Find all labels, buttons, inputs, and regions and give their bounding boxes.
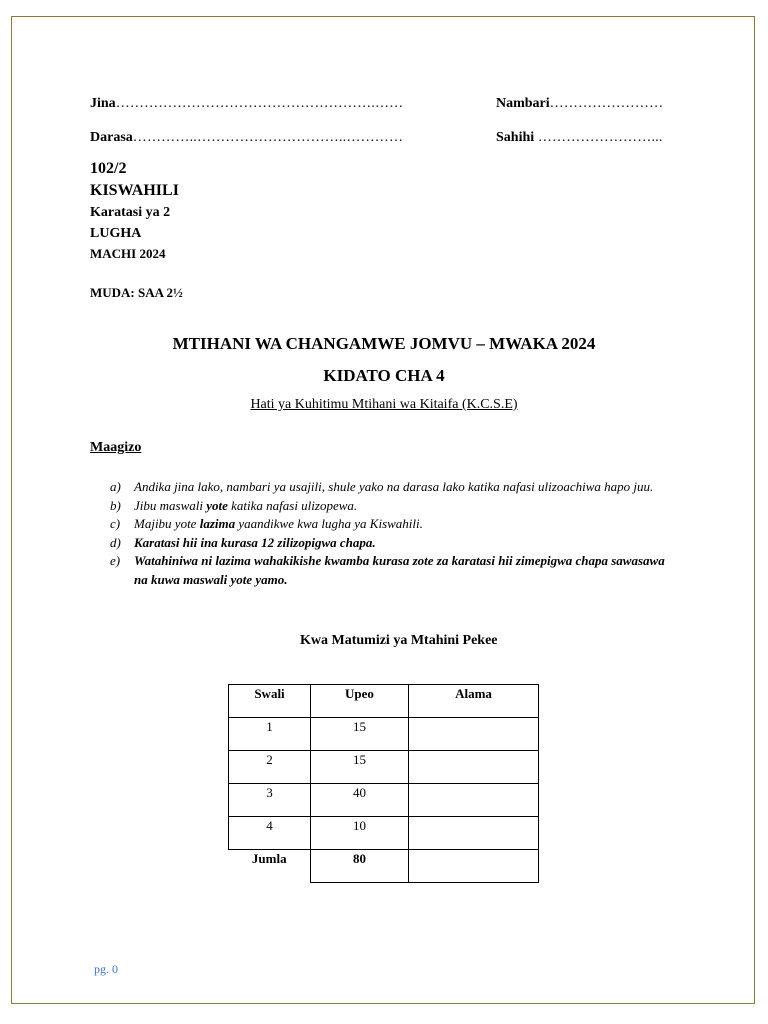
cell-max: 40 [311,784,409,817]
paper-duration: MUDA: SAA 2½ [90,285,183,300]
instruction-text: Andika jina lako, nambari ya usajili, shule yako na darasa lako katika nafasi ulizoachiwa hapo juu. [134,479,654,494]
instruction-item [110,552,670,589]
cell-max: 10 [311,817,409,850]
instruction-item [110,534,670,553]
name-field [90,94,403,112]
exam-form: KIDATO CHA 4 [323,366,445,385]
header-question: Swali [229,685,311,718]
instructions-list [110,478,670,589]
cell-max: 15 [311,718,409,751]
cell-score[interactable] [409,784,539,817]
table-row [229,817,539,850]
instruction-item [110,497,670,516]
instruction-marker: b) [110,497,121,513]
instruction-marker: c) [110,516,121,531]
paper-subject: KISWAHILI [90,182,179,199]
number-field [496,94,663,112]
instruction-marker: d) [110,534,121,550]
instruction-marker: a) [110,479,121,494]
signature-field [496,128,663,146]
paper-name: Karatasi ya 2 [90,205,171,220]
cell-question: 1 [229,718,311,751]
name-label: Jina [90,96,116,111]
class-dots: …………..…………………………..………… [132,130,404,145]
header-score: Alama [409,685,539,718]
signature-label: Sahihi [496,130,535,145]
cell-score[interactable] [409,751,539,784]
number-dots: …………………… [549,96,664,111]
cell-question: 4 [229,817,311,850]
signature-dots: ……………………... [534,130,663,145]
instruction-text-bold: yote [206,497,228,513]
instruction-text-pre: Majibu yote [134,516,200,531]
paper-code: 102/2 [90,160,127,177]
instruction-text: Karatasi hii ina kurasa 12 zilizopigwa chapa. [134,534,376,550]
cell-max: 15 [311,751,409,784]
page-number: pg. 0 [94,962,118,976]
table-row [229,751,539,784]
number-label: Nambari [496,96,550,111]
class-label: Darasa [90,130,133,145]
table-row [229,784,539,817]
cell-score[interactable] [409,817,539,850]
instruction-item [110,478,670,497]
exam-subtitle: Hati ya Kuhitimu Mtihani wa Kitaifa (K.C.S.E) [250,397,518,412]
instructions-heading: Maagizo [90,440,142,455]
cell-score[interactable] [409,718,539,751]
total-score[interactable] [409,850,539,883]
instruction-text-post: yaandikwe kwa lugha ya Kiswahili. [235,516,423,531]
table-header-row [229,685,539,718]
instruction-text-bold: lazima [199,516,236,531]
class-field [90,128,403,146]
paper-topic: LUGHA [90,226,142,241]
paper-date: MACHI 2024 [90,246,166,261]
instruction-item [110,515,670,534]
total-max: 80 [311,850,409,883]
instruction-marker: e) [110,553,121,568]
cell-question: 2 [229,751,311,784]
cell-question: 3 [229,784,311,817]
name-dots: ……………………………………………….…… [115,96,404,111]
exam-title: MTIHANI WA CHANGAMWE JOMVU – MWAKA 2024 [172,334,596,353]
total-label: Jumla [229,850,311,883]
instruction-text-pre: Jibu maswali [134,497,207,513]
table-row [229,718,539,751]
marks-table [228,684,539,883]
header-max: Upeo [311,685,409,718]
instruction-text-post: katika nafasi ulizopewa. [227,497,358,513]
marks-table-caption: Kwa Matumizi ya Mtahini Pekee [300,633,498,648]
instruction-text: Watahiniwa ni lazima wahakikishe kwamba kurasa zote za karatasi hii zimepigwa chapa sawasawa na kuwa maswali yote yamo. [134,553,665,587]
table-total-row [229,850,539,883]
